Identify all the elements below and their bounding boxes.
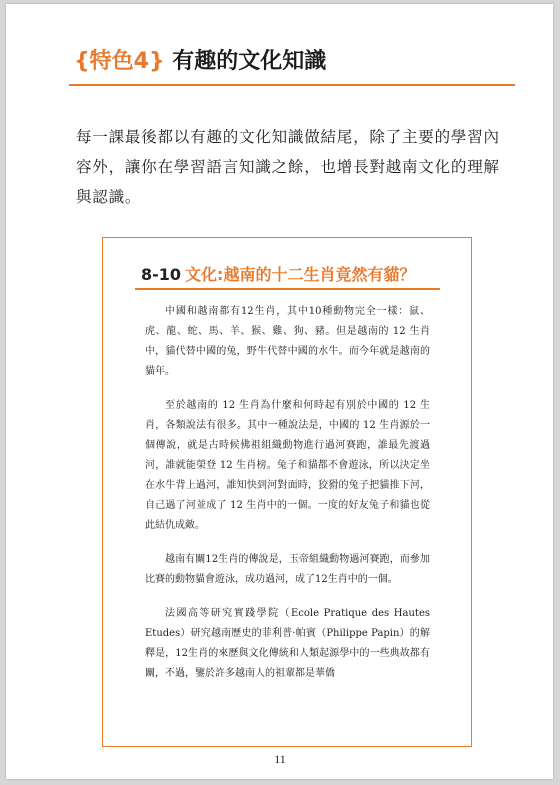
excerpt-divider [135, 288, 440, 290]
excerpt-paragraph-3: 越南有關12生肖的傳說是，玉帝組織動物過河賽跑，而參加比賽的動物貓會遊泳，成功過河，成了12生肖中的一個。 [145, 554, 430, 585]
sample-excerpt-box [102, 237, 472, 747]
heading-divider [69, 84, 515, 86]
lesson-title: 文化:越南的十二生肖竟然有貓？ [185, 265, 416, 284]
book-page [6, 4, 553, 779]
excerpt-paragraph-2: 至於越南的 12 生肖為什麼和何時起有別於中國的 12 生肖，各類說法有很多。其中一種說法是，中國的 12 生肖源於一個傳說，就是古時候佛祖組織動物進行過河賽跑，誰最先渡過河，誰就能榮登 12 生肖榜。兔子和貓都不會遊泳，所以決定坐在水牛背上過河，誰知快到河對面時，狡猾的兔子把貓推下河，自己過了河並成了 12 生肖中的一個。一度的好友兔子和貓也從此結仇成敵。 [145, 400, 430, 531]
excerpt-paragraph-1: 中國和越南都有12生肖，其中10種動物完全一樣：鼠、虎、龍、蛇、馬、羊、猴、雞、狗、豬。但是越南的 12 生肖中，貓代替中國的兔，野牛代替中國的水牛。而今年就是越南的貓年。 [145, 306, 430, 377]
feature-tag: {特色4} [74, 49, 165, 74]
feature-heading [74, 48, 326, 76]
page-number: 11 [274, 752, 286, 766]
excerpt-body [145, 302, 430, 698]
feature-title: 有趣的文化知識 [164, 49, 327, 74]
lesson-number: 8-10 [141, 265, 182, 284]
intro-paragraph: 每一課最後都以有趣的文化知識做結尾，除了主要的學習內容外，讓你在學習語言知識之餘，也增長對越南文化的理解與認識。 [76, 128, 500, 206]
excerpt-title [141, 262, 415, 285]
excerpt-paragraph-4: 法國高等研究實踐學院（Ecole Pratique des Hautes Etudes）研究越南歷史的菲利普·帕賓（Philippe Papin）的解釋是，12生肖的來歷與文化傳統和人類起源學中的一些典故都有關，不過，鑒於許多越南人的祖輩都是華僑 [145, 608, 430, 679]
